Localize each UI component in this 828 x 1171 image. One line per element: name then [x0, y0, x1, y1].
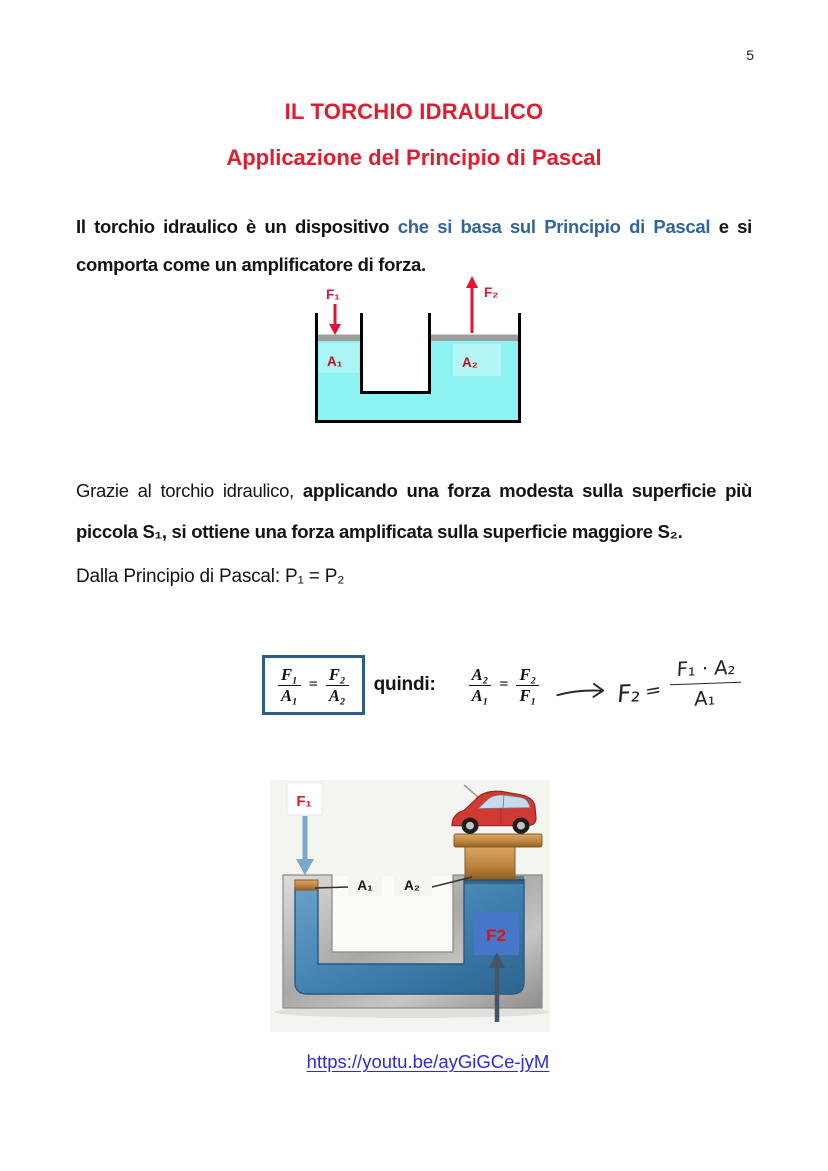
a1-pointer-line — [315, 887, 348, 888]
f2-label: F₂ — [484, 285, 499, 300]
car-hub-rear — [466, 822, 474, 830]
quindi-label: quindi: — [373, 674, 436, 695]
frac-num: F₁ — [281, 665, 298, 685]
left-piston-bar — [318, 335, 360, 342]
fraction-f2-a2 — [326, 665, 349, 705]
boxed-formula — [262, 655, 365, 715]
handwritten-numerator: F₁ · A₂ — [671, 655, 743, 685]
hydraulic-press-schematic — [288, 272, 528, 430]
intro-text-blue: che si basa sul Principio di Pascal — [397, 215, 711, 237]
frac-den: A₁ — [469, 685, 492, 705]
formula-row — [262, 640, 741, 730]
derived-formula — [469, 665, 540, 705]
fraction-f2-f1 — [516, 665, 539, 705]
frac-num: F₂ — [519, 665, 537, 685]
frac-num: F₂ — [328, 665, 346, 685]
hydraulic-lift-illustration — [260, 780, 550, 1040]
page-number: 5 — [746, 47, 754, 63]
page-subtitle: Applicazione del Principio di Pascal — [226, 145, 602, 170]
equals-sign: = — [308, 676, 318, 693]
frac-den: A₂ — [326, 685, 349, 705]
long-right-arrow-icon — [555, 678, 612, 702]
a2-label: A₂ — [404, 878, 420, 893]
fraction-a2-a1 — [469, 665, 492, 705]
youtube-link[interactable]: https://youtu.be/ayGiGCe-jyM — [306, 1051, 550, 1072]
a1-label: A₁ — [357, 878, 373, 893]
intro-text-black-1: Il torchio idraulico è un dispositivo — [76, 215, 398, 237]
a2-label: A₂ — [462, 355, 478, 370]
pascal-statement: Dalla Principio di Pascal: P₁ = P₂ — [76, 566, 345, 587]
car-hub-front — [517, 822, 525, 830]
inner-well — [362, 313, 430, 393]
small-piston — [295, 880, 318, 890]
para2-regular: Grazie al torchio idraulico, — [76, 479, 303, 501]
f2-arrowhead — [466, 276, 478, 288]
video-link-container — [78, 1051, 778, 1073]
handwritten-derivation — [554, 655, 742, 714]
handwritten-fraction — [669, 655, 743, 711]
handwritten-equals: = — [645, 677, 663, 703]
fraction-f1-a1 — [278, 665, 301, 705]
f1-label: F₁ — [326, 287, 340, 302]
body-paragraph — [76, 470, 752, 552]
intro-text-black-2: e si comporta come un amplificatore di forza. — [76, 215, 752, 275]
page-title: IL TORCHIO IDRAULICO — [284, 99, 544, 124]
equals-sign: = — [499, 676, 509, 693]
handwritten-denominator: A₁ — [694, 685, 717, 711]
f2-label: F2 — [486, 926, 506, 945]
right-piston-bar — [431, 335, 518, 342]
piston-platform — [454, 834, 542, 847]
a1-label: A₁ — [327, 354, 343, 369]
f1-arrowhead — [329, 324, 341, 335]
frac-den: A₁ — [278, 685, 301, 705]
f1-label: F₁ — [296, 793, 312, 810]
large-piston-cylinder — [465, 846, 515, 879]
handwritten-f2: F₂ — [616, 678, 643, 708]
para2-bold: applicando una forza modesta sulla superficie più piccola S₁, si ottiene una forza amplificata sulla superficie maggiore S₂. — [76, 479, 752, 542]
frac-den: F₁ — [516, 685, 539, 705]
frac-num: A₂ — [471, 665, 489, 685]
